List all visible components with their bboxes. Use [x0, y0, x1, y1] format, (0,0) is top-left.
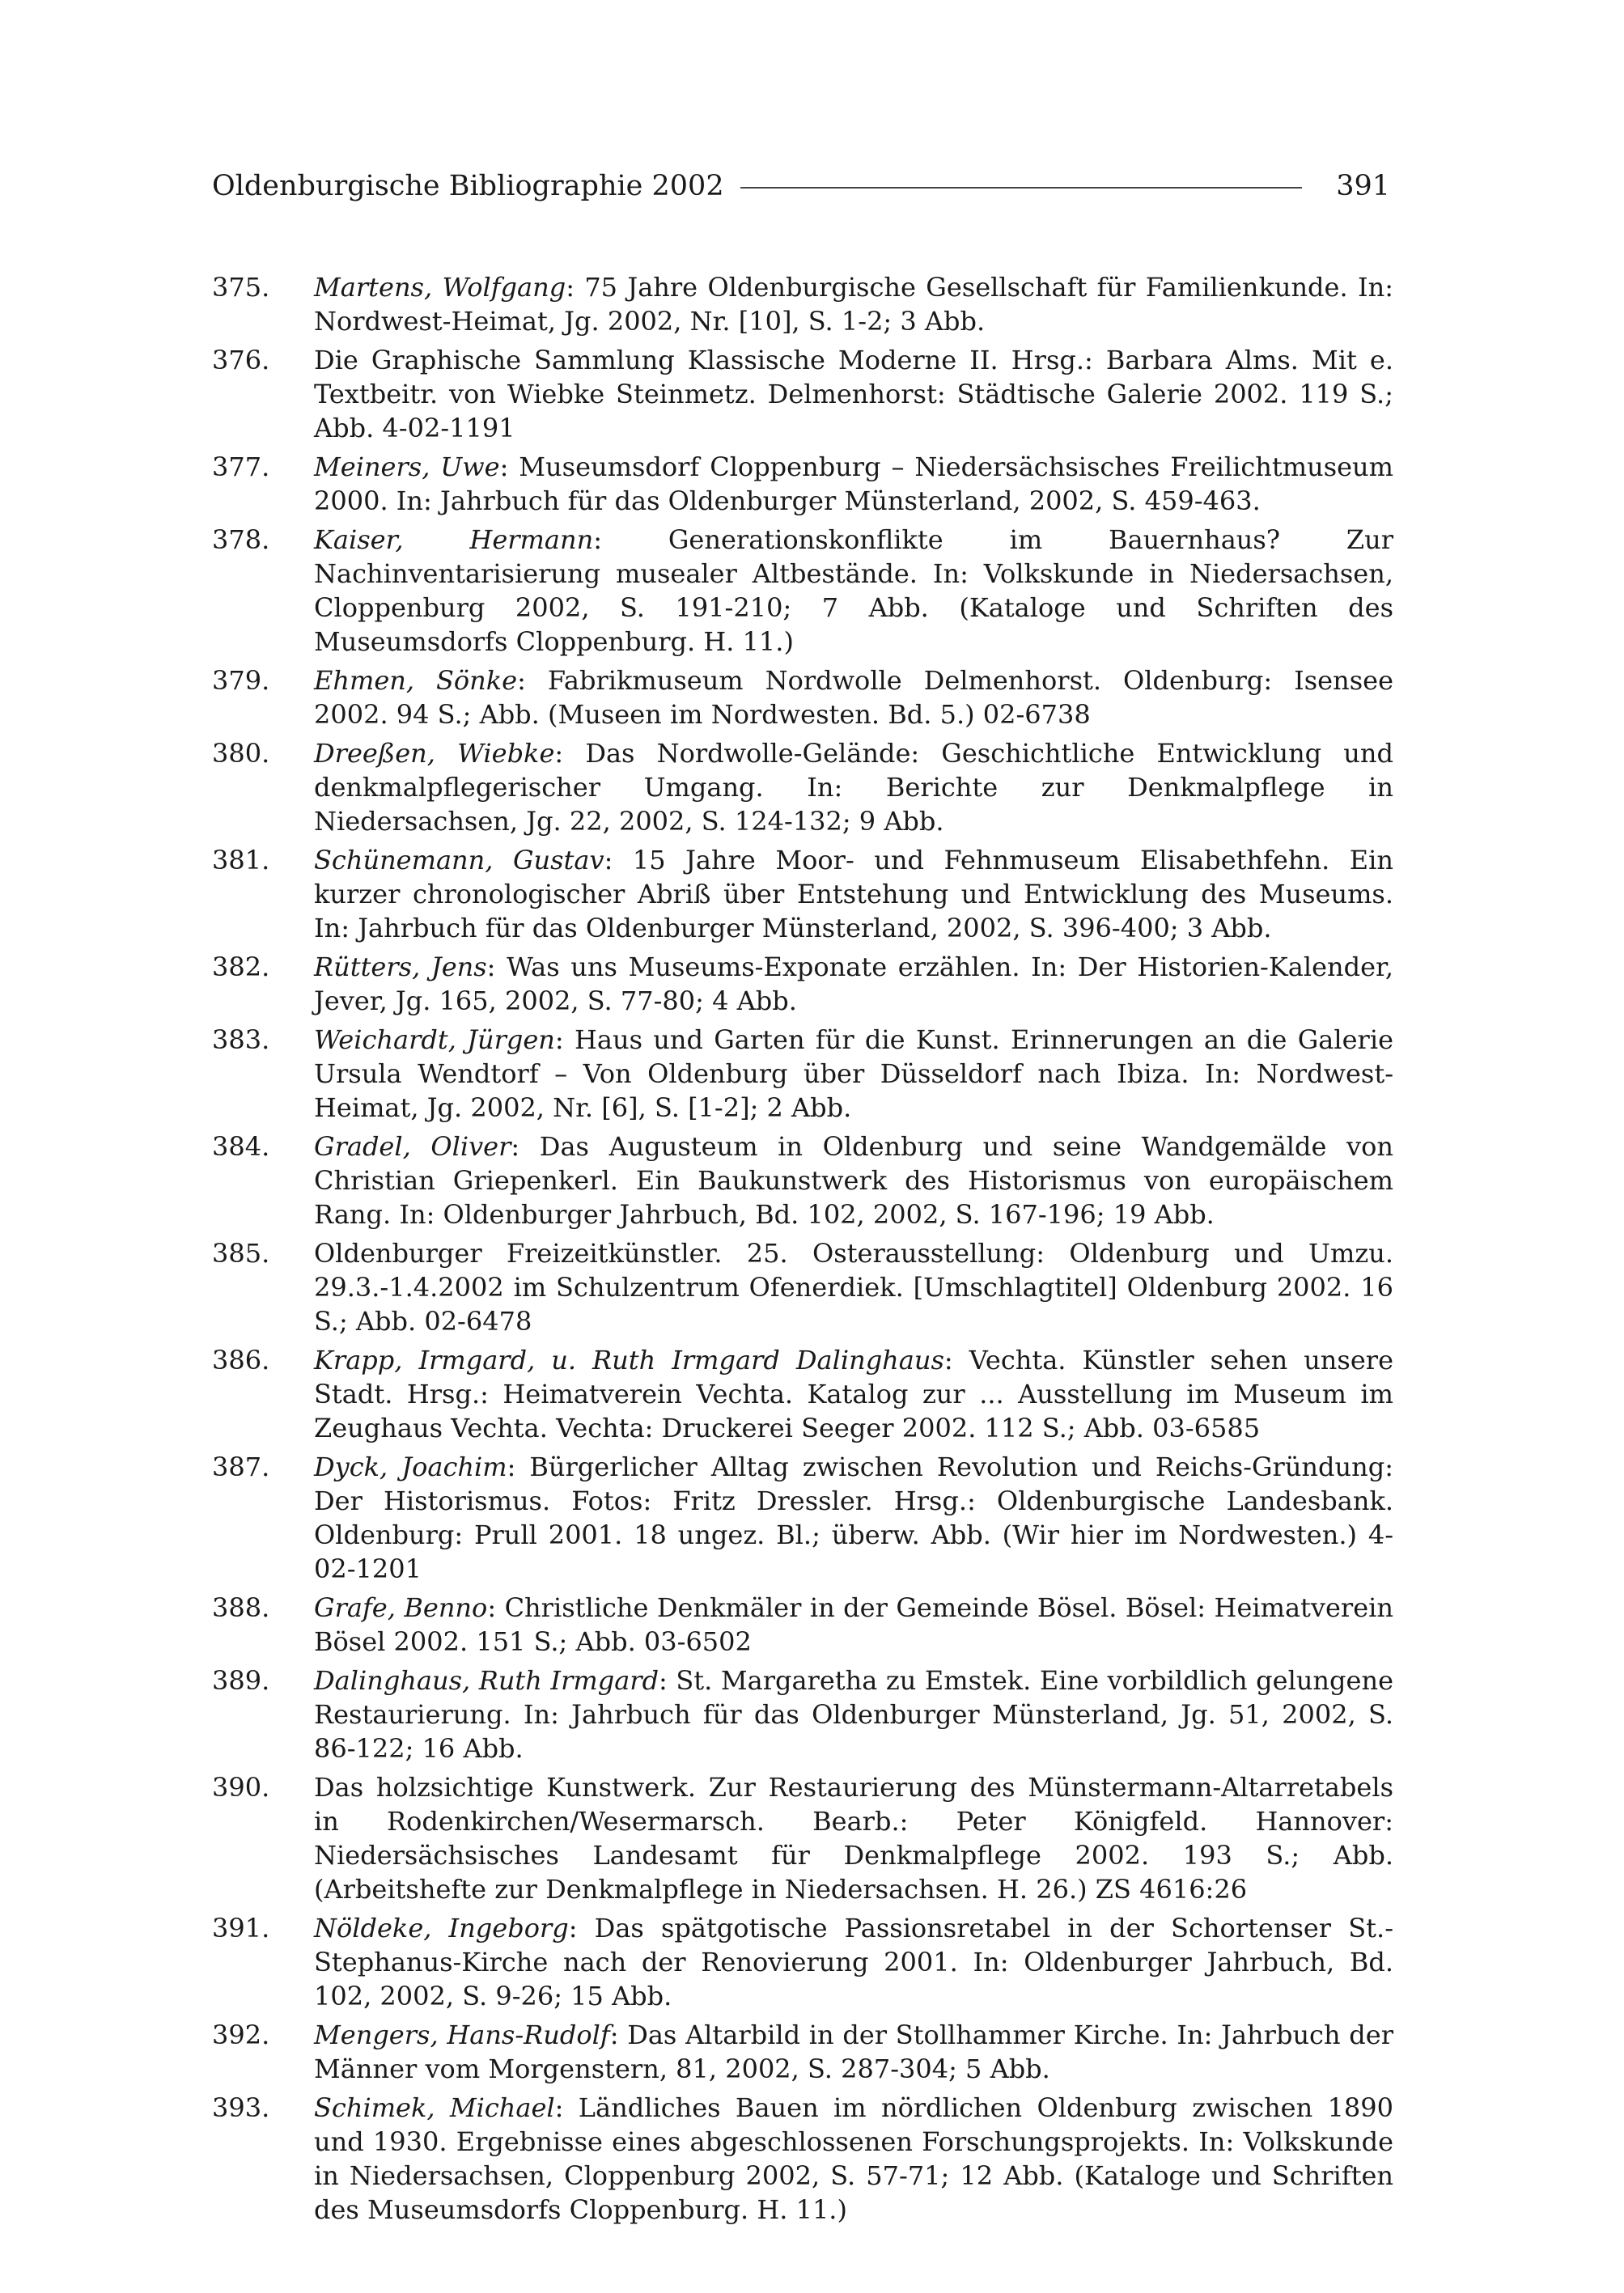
- bibliography-entry: [212, 2018, 1393, 2086]
- entry-author: Nöldeke, Ingeborg: [314, 1913, 569, 1943]
- entry-number: 375.: [212, 272, 270, 303]
- bibliography-entry: [212, 1130, 1393, 1231]
- entry-author: Martens, Wolfgang: [314, 272, 566, 303]
- bibliography-entry: [212, 1591, 1393, 1659]
- entry-body: : Das Altarbild in der Stollhammer Kirche. In: Jahrbuch der Männer vom Morgenstern, 81, 2002, S. 287-304; 5 Abb.: [314, 2020, 1394, 2084]
- entry-text: [314, 2091, 1393, 2227]
- page-header: [212, 167, 1390, 206]
- entry-text: [314, 1770, 1393, 1906]
- entry-text: [314, 343, 1393, 445]
- entry-text: [314, 270, 1393, 338]
- running-title: Oldenburgische Bibliographie 2002: [212, 170, 724, 202]
- entry-body: : Das Augusteum in Oldenburg und seine Wandgemälde von Christian Griepenkerl. Ein Baukunstwerk des Historismus von europäischem Rang. In: Oldenburger Jahrbuch, Bd. 102, 2002, S. 167-196; 19 Abb.: [314, 1131, 1394, 1230]
- entry-author: Gradel, Oliver: [314, 1131, 511, 1162]
- bibliography-entry: [212, 1664, 1393, 1765]
- entry-text: [314, 1450, 1393, 1586]
- entry-text: [314, 736, 1393, 838]
- entry-body: : Generationskonflikte im Bauernhaus? Zur Nachinventarisierung musealer Altbestände. In: Volkskunde in Niedersachsen, Cloppenburg 2002, S. 191-210; 7 Abb. (Kataloge und Schriften des Museumsdorfs Cloppenburg. H. 11.): [314, 524, 1394, 657]
- entry-text: [314, 450, 1393, 518]
- entry-author: Ehmen, Sönke: [314, 665, 518, 696]
- entry-number: 386.: [212, 1345, 270, 1375]
- entry-text: [314, 843, 1393, 945]
- entry-number: 385.: [212, 1238, 270, 1269]
- entry-body: : Bürgerlicher Alltag zwischen Revolution und Reichs-Gründung: Der Historismus. Fotos: Fritz Dressler. Hrsg.: Oldenburgische Landesbank. Oldenburg: Prull 2001. 18 ungez. Bl.; überw. Abb. (Wir hier im Nordwesten.) 4-02-1201: [314, 1452, 1394, 1584]
- entry-number: 393.: [212, 2092, 270, 2123]
- entry-number: 376.: [212, 345, 270, 375]
- entry-text: [314, 1664, 1393, 1765]
- entry-text: [314, 1023, 1393, 1125]
- bibliography-entry: [212, 450, 1393, 518]
- entry-number: 391.: [212, 1913, 270, 1943]
- entry-text: [314, 950, 1393, 1018]
- entry-text: [314, 1591, 1393, 1659]
- entry-author: Schimek, Michael: [314, 2092, 555, 2123]
- entry-author: Dreeßen, Wiebke: [314, 738, 555, 769]
- entry-body: : Museumsdorf Cloppenburg – Niedersächsisches Freilichtmuseum 2000. In: Jahrbuch für das Oldenburger Münsterland, 2002, S. 459-463.: [314, 451, 1394, 516]
- bibliography-entry: [212, 950, 1393, 1018]
- entry-number: 388.: [212, 1592, 270, 1623]
- entry-number: 378.: [212, 524, 270, 555]
- entry-body: : Christliche Denkmäler in der Gemeinde Bösel. Bösel: Heimatverein Bösel 2002. 151 S.; Abb. 03-6502: [314, 1592, 1394, 1657]
- entry-author: Grafe, Benno: [314, 1592, 488, 1623]
- entry-number: 392.: [212, 2020, 270, 2050]
- entry-author: Schünemann, Gustav: [314, 845, 604, 875]
- bibliography-entry: [212, 1770, 1393, 1906]
- entry-author: Krapp, Irmgard, u. Ruth Irmgard Dalinghaus: [314, 1345, 944, 1375]
- entry-text: [314, 1911, 1393, 2013]
- entry-body: Das holzsichtige Kunstwerk. Zur Restaurierung des Münstermann-Altarretabels in Rodenkirchen/Wesermarsch. Bearb.: Peter Königfeld. Hannover: Niedersächsisches Landesamt für Denkmalpflege 2002. 193 S.; Abb. (Arbeitshefte zur Denkmalpflege in Niedersachsen. H. 26.) ZS 4616:26: [314, 1772, 1393, 1905]
- entry-body: : Fabrikmuseum Nordwolle Delmenhorst. Oldenburg: Isensee 2002. 94 S.; Abb. (Museen im Nordwesten. Bd. 5.) 02-6738: [314, 665, 1394, 730]
- entry-body: Oldenburger Freizeitkünstler. 25. Osterausstellung: Oldenburg und Umzu. 29.3.-1.4.2002 im Schulzentrum Ofenerdiek. [Umschlagtitel] Oldenburg 2002. 16 S.; Abb. 02-6478: [314, 1238, 1393, 1337]
- bibliography-entry: [212, 1911, 1393, 2013]
- bibliography-entry: [212, 1450, 1393, 1586]
- entry-author: Kaiser, Hermann: [314, 524, 594, 555]
- entry-number: 380.: [212, 738, 270, 769]
- entry-text: [314, 1236, 1393, 1338]
- entry-body: : Vechta. Künstler sehen unsere Stadt. Hrsg.: Heimatverein Vechta. Katalog zur ... Ausstellung im Museum im Zeughaus Vechta. Vechta: Druckerei Seeger 2002. 112 S.; Abb. 03-6585: [314, 1345, 1394, 1443]
- bibliography-entry: [212, 2091, 1393, 2227]
- entry-body: : Was uns Museums-Exponate erzählen. In: Der Historien-Kalender, Jever, Jg. 165, 2002, S. 77-80; 4 Abb.: [314, 952, 1394, 1016]
- entry-author: Dyck, Joachim: [314, 1452, 507, 1482]
- entry-author: Weichardt, Jürgen: [314, 1024, 555, 1055]
- bibliography-entry: [212, 1343, 1393, 1445]
- entry-number: 382.: [212, 952, 270, 982]
- entry-number: 377.: [212, 451, 270, 482]
- entry-author: Mengers, Hans-Rudolf: [314, 2020, 610, 2050]
- entry-number: 389.: [212, 1665, 270, 1696]
- entry-author: Dalinghaus, Ruth Irmgard: [314, 1665, 659, 1696]
- entry-body: : Das Nordwolle-Gelände: Geschichtliche Entwicklung und denkmalpflegerischer Umgang. In: Berichte zur Denkmalpflege in Niedersachsen, Jg. 22, 2002, S. 124-132; 9 Abb.: [314, 738, 1394, 837]
- entry-number: 384.: [212, 1131, 270, 1162]
- bibliography-entry: [212, 1023, 1393, 1125]
- bibliography-entry: [212, 843, 1393, 945]
- entry-body: Die Graphische Sammlung Klassische Moderne II. Hrsg.: Barbara Alms. Mit e. Textbeitr. von Wiebke Steinmetz. Delmenhorst: Städtische Galerie 2002. 119 S.; Abb. 4-02-1191: [314, 345, 1393, 443]
- entry-number: 383.: [212, 1024, 270, 1055]
- entry-number: 390.: [212, 1772, 270, 1803]
- entry-body: : Das spätgotische Passionsretabel in der Schortenser St.-Stephanus-Kirche nach der Renovierung 2001. In: Oldenburger Jahrbuch, Bd. 102, 2002, S. 9-26; 15 Abb.: [314, 1913, 1394, 2011]
- entry-body: : 15 Jahre Moor- und Fehnmuseum Elisabethfehn. Ein kurzer chronologischer Abriß über Entstehung und Entwicklung des Museums. In: Jahrbuch für das Oldenburger Münsterland, 2002, S. 396-400; 3 Abb.: [314, 845, 1394, 943]
- bibliography-entry: [212, 663, 1393, 731]
- entry-number: 379.: [212, 665, 270, 696]
- bibliography-entry: [212, 1236, 1393, 1338]
- entry-text: [314, 1343, 1393, 1445]
- bibliography-entry: [212, 270, 1393, 338]
- bibliography-entry: [212, 343, 1393, 445]
- entry-author: Rütters, Jens: [314, 952, 487, 982]
- entry-body: : Ländliches Bauen im nördlichen Oldenburg zwischen 1890 und 1930. Ergebnisse eines abgeschlossenen Forschungsprojekts. In: Volkskunde in Niedersachsen, Cloppenburg 2002, S. 57-71; 12 Abb. (Kataloge und Schriften des Museumsdorfs Cloppenburg. H. 11.): [314, 2092, 1394, 2225]
- entry-body: : 75 Jahre Oldenburgische Gesellschaft für Familienkunde. In: Nordwest-Heimat, Jg. 2002, Nr. [10], S. 1-2; 3 Abb.: [314, 272, 1394, 337]
- entry-author: Meiners, Uwe: [314, 451, 500, 482]
- bibliography-list: [212, 270, 1393, 2232]
- entry-body: : St. Margaretha zu Emstek. Eine vorbildlich gelungene Restaurierung. In: Jahrbuch für das Oldenburger Münsterland, Jg. 51, 2002, S. 86-122; 16 Abb.: [314, 1665, 1393, 1764]
- page-number: 391: [1336, 170, 1390, 202]
- entry-number: 381.: [212, 845, 270, 875]
- entry-text: [314, 663, 1393, 731]
- entry-number: 387.: [212, 1452, 270, 1482]
- entry-text: [314, 1130, 1393, 1231]
- entry-text: [314, 2018, 1393, 2086]
- entry-text: [314, 523, 1393, 659]
- bibliography-entry: [212, 736, 1393, 838]
- header-rule: [740, 187, 1303, 189]
- entry-body: : Haus und Garten für die Kunst. Erinnerungen an die Galerie Ursula Wendtorf – Von Oldenburg über Düsseldorf nach Ibiza. In: Nordwest-Heimat, Jg. 2002, Nr. [6], S. [1-2]; 2 Abb.: [314, 1024, 1394, 1123]
- bibliography-entry: [212, 523, 1393, 659]
